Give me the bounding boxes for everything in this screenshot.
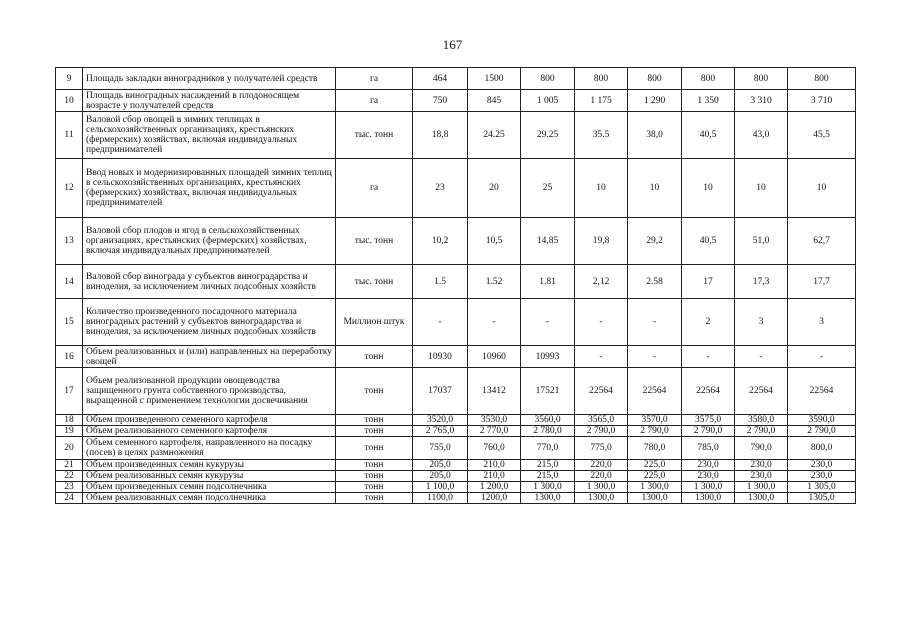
value-cell: 755,0 xyxy=(413,437,468,460)
value-cell: 29,2 xyxy=(628,218,682,265)
value-cell: 2 790,0 xyxy=(735,426,788,437)
value-cell: 18,8 xyxy=(413,112,468,159)
value-cell: 10,2 xyxy=(413,218,468,265)
value-cell: 3560,0 xyxy=(521,415,575,426)
indicator-name: Объем произведенного семенного картофеля xyxy=(83,415,336,426)
value-cell: 800 xyxy=(735,68,788,90)
value-cell: 40,5 xyxy=(682,218,735,265)
indicator-name: Объем реализованных и (или) направленных на переработку овощей xyxy=(83,346,336,368)
value-cell: 2.58 xyxy=(628,265,682,299)
value-cell: 205,0 xyxy=(413,460,468,471)
row-number: 9 xyxy=(56,68,83,90)
value-cell: 230,0 xyxy=(682,471,735,482)
value-cell: 845 xyxy=(468,90,521,112)
value-cell: 24.25 xyxy=(468,112,521,159)
value-cell: 1305,0 xyxy=(788,493,856,504)
value-cell: 3590,0 xyxy=(788,415,856,426)
value-cell: 800 xyxy=(521,68,575,90)
table-row xyxy=(56,437,856,460)
value-cell: 220,0 xyxy=(575,460,628,471)
unit-cell: тонн xyxy=(336,415,413,426)
value-cell: 20 xyxy=(468,159,521,218)
value-cell: 10 xyxy=(735,159,788,218)
unit-cell: тонн xyxy=(336,346,413,368)
table-row xyxy=(56,90,856,112)
value-cell: 215,0 xyxy=(521,460,575,471)
unit-cell: га xyxy=(336,68,413,90)
value-cell: 17521 xyxy=(521,368,575,415)
value-cell: 1 175 xyxy=(575,90,628,112)
unit-cell: тонн xyxy=(336,482,413,493)
row-number: 11 xyxy=(56,112,83,159)
table-row xyxy=(56,112,856,159)
value-cell: 230,0 xyxy=(735,460,788,471)
value-cell: - xyxy=(682,346,735,368)
row-number: 12 xyxy=(56,159,83,218)
value-cell: 3 xyxy=(788,299,856,346)
value-cell: 3565,0 xyxy=(575,415,628,426)
indicator-name: Объем семенного картофеля, направленного на посадку (посев) в целях размножения xyxy=(83,437,336,460)
value-cell: 2 780,0 xyxy=(521,426,575,437)
row-number: 24 xyxy=(56,493,83,504)
value-cell: 225,0 xyxy=(628,460,682,471)
row-number: 16 xyxy=(56,346,83,368)
value-cell: 800 xyxy=(628,68,682,90)
row-number: 20 xyxy=(56,437,83,460)
table-row xyxy=(56,415,856,426)
value-cell: - xyxy=(788,346,856,368)
value-cell: 22564 xyxy=(628,368,682,415)
value-cell: 1 300,0 xyxy=(735,482,788,493)
unit-cell: тонн xyxy=(336,493,413,504)
value-cell: 2 770,0 xyxy=(468,426,521,437)
value-cell: 1 300,0 xyxy=(575,482,628,493)
value-cell: 750 xyxy=(413,90,468,112)
row-number: 13 xyxy=(56,218,83,265)
value-cell: 1 300,0 xyxy=(521,482,575,493)
value-cell: 22564 xyxy=(575,368,628,415)
unit-cell: тонн xyxy=(336,368,413,415)
indicator-name: Объем реализованной продукции овощеводства защищенного грунта собственного производства, выращенной с применением технологии досвечивания xyxy=(83,368,336,415)
value-cell: 3575,0 xyxy=(682,415,735,426)
value-cell: 760,0 xyxy=(468,437,521,460)
value-cell: 1.52 xyxy=(468,265,521,299)
value-cell: 770,0 xyxy=(521,437,575,460)
value-cell: 2,12 xyxy=(575,265,628,299)
value-cell: - xyxy=(575,346,628,368)
value-cell: 10 xyxy=(682,159,735,218)
value-cell: 225,0 xyxy=(628,471,682,482)
table-row xyxy=(56,299,856,346)
table-row xyxy=(56,218,856,265)
value-cell: 785,0 xyxy=(682,437,735,460)
value-cell: 17,3 xyxy=(735,265,788,299)
indicator-name: Валовой сбор овощей в зимних теплицах в сельскохозяйственных организациях, крестьянских (фермерских) хозяйствах, включая индивидуальных предпринимателей xyxy=(83,112,336,159)
value-cell: - xyxy=(735,346,788,368)
table-row xyxy=(56,368,856,415)
value-cell: 13412 xyxy=(468,368,521,415)
value-cell: 2 790,0 xyxy=(575,426,628,437)
value-cell: 230,0 xyxy=(788,471,856,482)
indicator-name: Объем реализованного семенного картофеля xyxy=(83,426,336,437)
value-cell: 1500 xyxy=(468,68,521,90)
value-cell: 22564 xyxy=(735,368,788,415)
value-cell: 35.5 xyxy=(575,112,628,159)
unit-cell: тонн xyxy=(336,426,413,437)
value-cell: 1100,0 xyxy=(413,493,468,504)
value-cell: 40,5 xyxy=(682,112,735,159)
indicators-table xyxy=(55,67,856,504)
value-cell: 2 790,0 xyxy=(788,426,856,437)
table-row xyxy=(56,471,856,482)
value-cell: 1300,0 xyxy=(628,493,682,504)
value-cell: 14,85 xyxy=(521,218,575,265)
page-number: 167 xyxy=(442,37,463,52)
value-cell: 230,0 xyxy=(735,471,788,482)
table-body xyxy=(56,68,856,504)
value-cell: 1200,0 xyxy=(468,493,521,504)
value-cell: 3 310 xyxy=(735,90,788,112)
value-cell: 775,0 xyxy=(575,437,628,460)
value-cell: 205,0 xyxy=(413,471,468,482)
row-number: 18 xyxy=(56,415,83,426)
indicator-name: Количество произведенного посадочного материала виноградных растений у субъектов виноградарства и виноделия, за исключением личных подсобных хозяйств xyxy=(83,299,336,346)
value-cell: 23 xyxy=(413,159,468,218)
table-row xyxy=(56,68,856,90)
value-cell: 800 xyxy=(682,68,735,90)
value-cell: - xyxy=(575,299,628,346)
value-cell: 29.25 xyxy=(521,112,575,159)
value-cell: 10993 xyxy=(521,346,575,368)
value-cell: - xyxy=(628,299,682,346)
unit-cell: га xyxy=(336,159,413,218)
indicator-name: Ввод новых и модернизированных площадей зимних теплиц в сельскохозяйственных организациях, крестьянских (фермерских) хозяйствах, включая индивидуальных предпринимателей xyxy=(83,159,336,218)
value-cell: 1300,0 xyxy=(735,493,788,504)
unit-cell: тонн xyxy=(336,437,413,460)
row-number: 21 xyxy=(56,460,83,471)
indicator-name: Валовой сбор винограда у субъектов виноградарства и виноделия, за исключением личных подсобных хозяйств xyxy=(83,265,336,299)
table-row xyxy=(56,460,856,471)
value-cell: 3580,0 xyxy=(735,415,788,426)
value-cell: 210,0 xyxy=(468,471,521,482)
value-cell: 3 xyxy=(735,299,788,346)
indicator-name: Объем реализованных семян кукурузы xyxy=(83,471,336,482)
value-cell: 22564 xyxy=(788,368,856,415)
unit-cell: тыс. тонн xyxy=(336,112,413,159)
value-cell: 210,0 xyxy=(468,460,521,471)
value-cell: 1.81 xyxy=(521,265,575,299)
table-row xyxy=(56,159,856,218)
value-cell: 51,0 xyxy=(735,218,788,265)
value-cell: 38,0 xyxy=(628,112,682,159)
value-cell: 800 xyxy=(788,68,856,90)
value-cell: 1 300,0 xyxy=(628,482,682,493)
value-cell: - xyxy=(468,299,521,346)
value-cell: 1300,0 xyxy=(575,493,628,504)
value-cell: 19,8 xyxy=(575,218,628,265)
value-cell: 215,0 xyxy=(521,471,575,482)
row-number: 14 xyxy=(56,265,83,299)
value-cell: - xyxy=(413,299,468,346)
value-cell: 2 765,0 xyxy=(413,426,468,437)
value-cell: 1 350 xyxy=(682,90,735,112)
indicator-name: Объем реализованных семян подсолнечника xyxy=(83,493,336,504)
row-number: 19 xyxy=(56,426,83,437)
value-cell: 1300,0 xyxy=(682,493,735,504)
value-cell: 3530,0 xyxy=(468,415,521,426)
unit-cell: тыс. тонн xyxy=(336,265,413,299)
value-cell: 10,5 xyxy=(468,218,521,265)
value-cell: 3 710 xyxy=(788,90,856,112)
value-cell: 800 xyxy=(575,68,628,90)
value-cell: 1 300,0 xyxy=(682,482,735,493)
table-row xyxy=(56,493,856,504)
value-cell: 3520,0 xyxy=(413,415,468,426)
value-cell: 780,0 xyxy=(628,437,682,460)
row-number: 15 xyxy=(56,299,83,346)
value-cell: 10930 xyxy=(413,346,468,368)
value-cell: 17037 xyxy=(413,368,468,415)
value-cell: 2 790,0 xyxy=(682,426,735,437)
value-cell: 17,7 xyxy=(788,265,856,299)
row-number: 22 xyxy=(56,471,83,482)
indicator-name: Площадь виноградных насаждений в плодоносящем возрасте у получателей средств xyxy=(83,90,336,112)
value-cell: 230,0 xyxy=(788,460,856,471)
value-cell: 220,0 xyxy=(575,471,628,482)
value-cell: 464 xyxy=(413,68,468,90)
indicator-name: Объем произведенных семян кукурузы xyxy=(83,460,336,471)
value-cell: 2 790,0 xyxy=(628,426,682,437)
value-cell: 25 xyxy=(521,159,575,218)
indicator-name: Валовой сбор плодов и ягод в сельскохозяйственных организациях, крестьянских (фермерских) хозяйствах, включая индивидуальных предпринимателей xyxy=(83,218,336,265)
unit-cell: тонн xyxy=(336,460,413,471)
indicator-name: Площадь закладки виноградников у получателей средств xyxy=(83,68,336,90)
value-cell: 1300,0 xyxy=(521,493,575,504)
unit-cell: га xyxy=(336,90,413,112)
value-cell: 1 305,0 xyxy=(788,482,856,493)
table-row xyxy=(56,265,856,299)
value-cell: 1 200,0 xyxy=(468,482,521,493)
table-row xyxy=(56,482,856,493)
value-cell: 17 xyxy=(682,265,735,299)
row-number: 10 xyxy=(56,90,83,112)
value-cell: 1 005 xyxy=(521,90,575,112)
value-cell: 22564 xyxy=(682,368,735,415)
value-cell: 1 100,0 xyxy=(413,482,468,493)
unit-cell: тонн xyxy=(336,471,413,482)
table-row xyxy=(56,426,856,437)
value-cell: 790,0 xyxy=(735,437,788,460)
indicator-name: Объем произведенных семян подсолнечника xyxy=(83,482,336,493)
value-cell: 62,7 xyxy=(788,218,856,265)
row-number: 17 xyxy=(56,368,83,415)
value-cell: 230,0 xyxy=(682,460,735,471)
table-row xyxy=(56,346,856,368)
value-cell: 3570,0 xyxy=(628,415,682,426)
value-cell: 10 xyxy=(788,159,856,218)
value-cell: 45,5 xyxy=(788,112,856,159)
value-cell: 10 xyxy=(628,159,682,218)
row-number: 23 xyxy=(56,482,83,493)
unit-cell: Миллион штук xyxy=(336,299,413,346)
unit-cell: тыс. тонн xyxy=(336,218,413,265)
value-cell: 800,0 xyxy=(788,437,856,460)
value-cell: 10 xyxy=(575,159,628,218)
value-cell: 43,0 xyxy=(735,112,788,159)
value-cell: 1 290 xyxy=(628,90,682,112)
value-cell: 2 xyxy=(682,299,735,346)
value-cell: 1.5 xyxy=(413,265,468,299)
value-cell: 10960 xyxy=(468,346,521,368)
value-cell: - xyxy=(521,299,575,346)
value-cell: - xyxy=(628,346,682,368)
